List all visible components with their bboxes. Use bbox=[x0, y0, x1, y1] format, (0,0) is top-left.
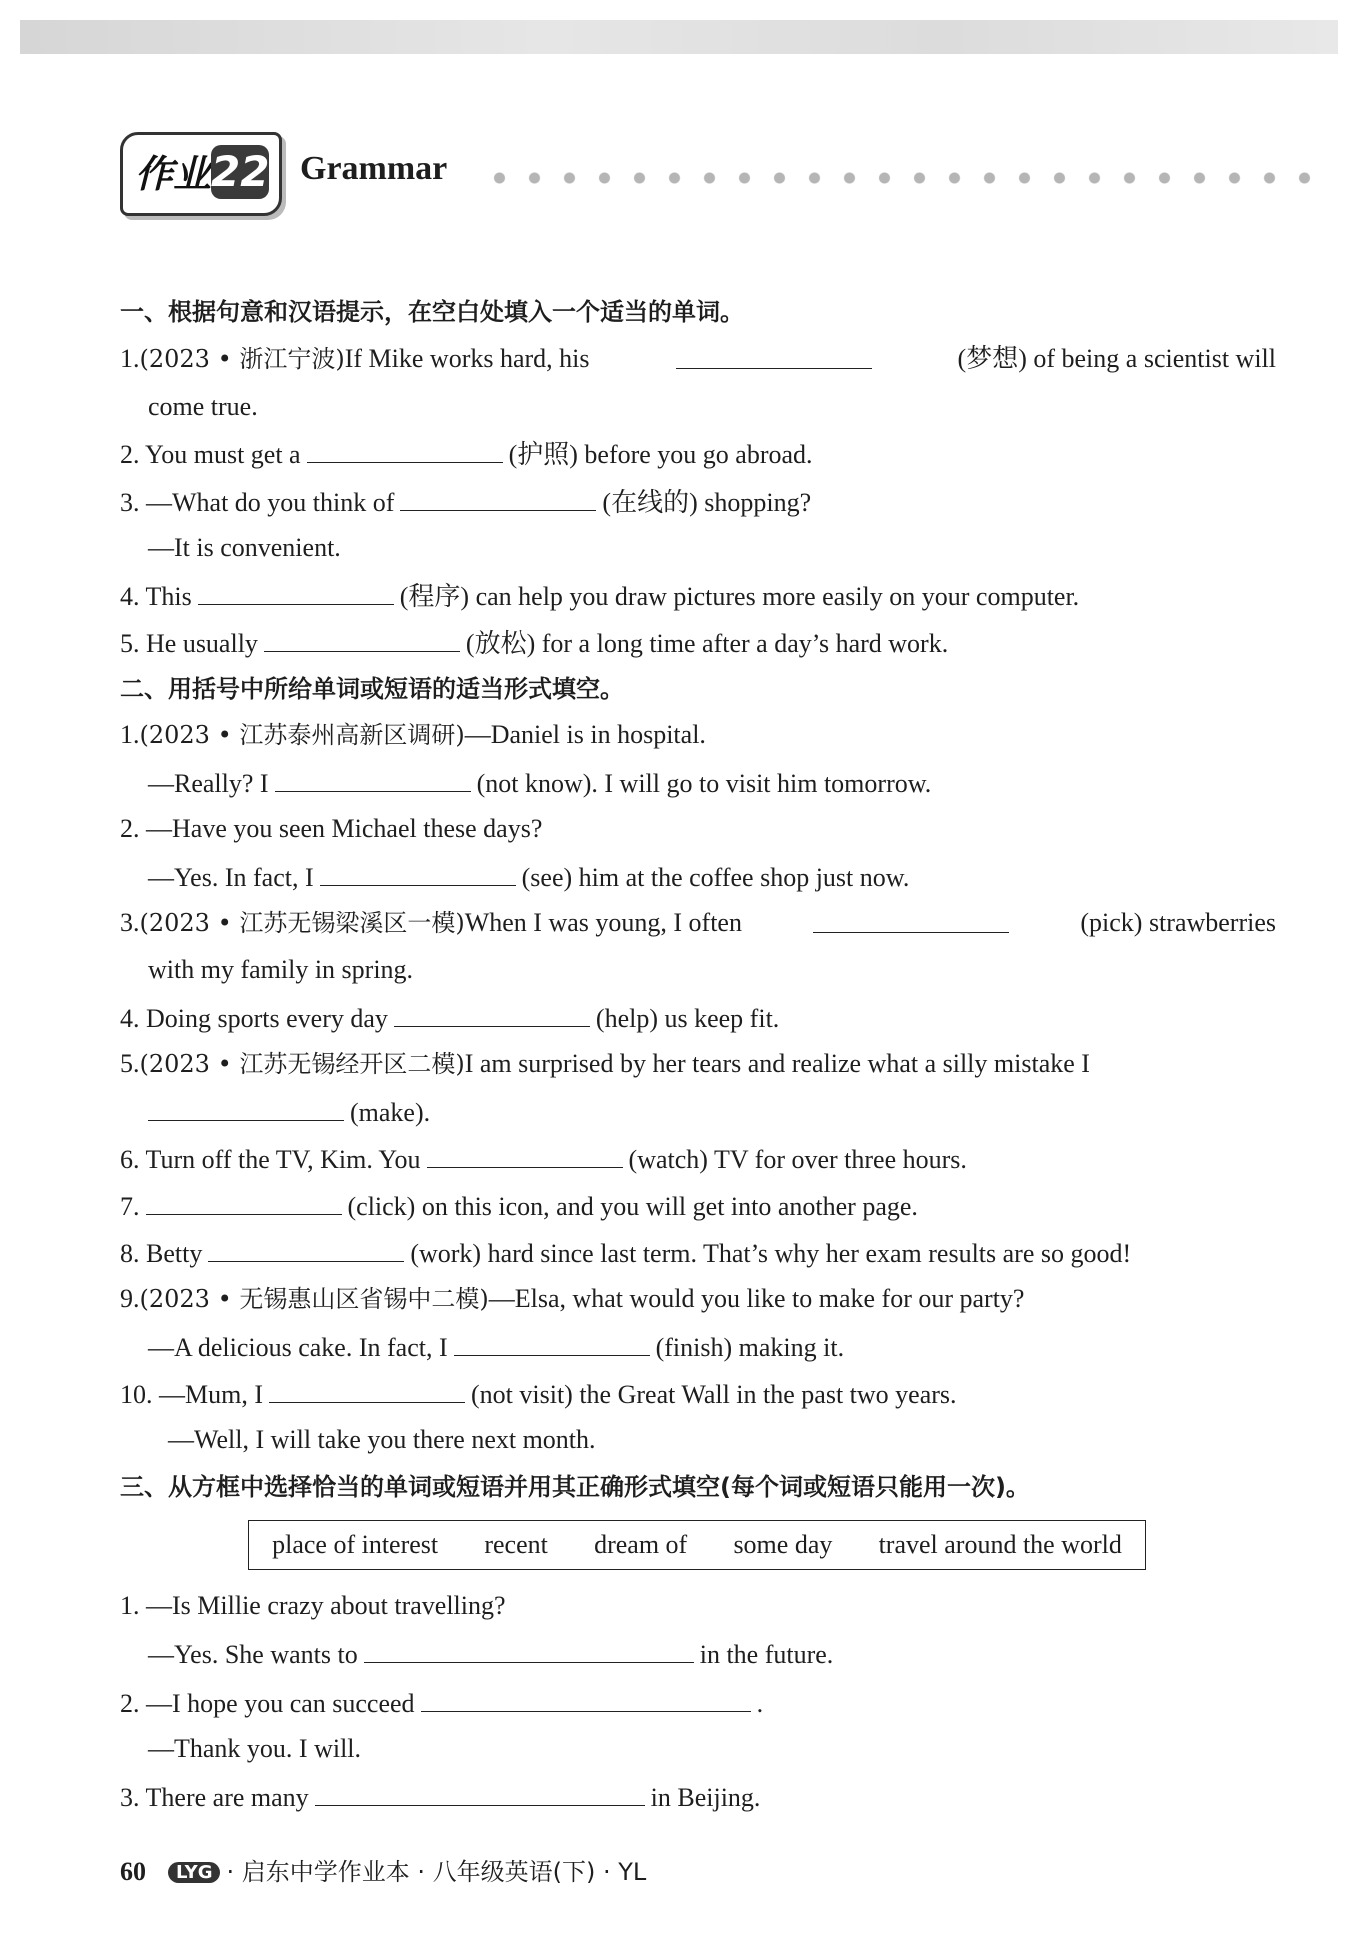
answer-blank[interactable] bbox=[427, 1141, 623, 1168]
word-bank-box bbox=[248, 1520, 1146, 1570]
q-text: (护照) before you go abroad. bbox=[508, 440, 813, 469]
s1-q4 bbox=[120, 578, 1079, 614]
s2-q2 bbox=[120, 812, 542, 846]
q-number: 5. bbox=[120, 1049, 140, 1078]
q-text: He usually bbox=[146, 629, 258, 658]
q-text: —Yes. In fact, I bbox=[148, 863, 314, 892]
q-text: This bbox=[145, 582, 192, 611]
q-text: (click) on this icon, and you will get into another page. bbox=[347, 1192, 918, 1221]
q-text: —Is Millie crazy about travelling? bbox=[146, 1591, 506, 1620]
answer-blank[interactable] bbox=[454, 1329, 650, 1356]
answer-blank[interactable] bbox=[275, 765, 471, 792]
s1-q2 bbox=[120, 436, 813, 472]
answer-blank[interactable] bbox=[364, 1636, 694, 1663]
s2-q7 bbox=[120, 1188, 918, 1224]
q-text: in Beijing. bbox=[650, 1783, 761, 1812]
answer-blank[interactable] bbox=[400, 484, 596, 511]
q-text: —I hope you can succeed bbox=[146, 1689, 415, 1718]
s3-q2-cont: —Thank you. I will. bbox=[148, 1734, 362, 1763]
s2-q1-cont bbox=[148, 765, 931, 801]
q-number: 1. bbox=[120, 344, 140, 373]
q-text: —Mum, I bbox=[159, 1380, 263, 1409]
q-text: (finish) making it. bbox=[655, 1333, 845, 1362]
s2-q10 bbox=[120, 1376, 957, 1412]
q-text: —What do you think of bbox=[146, 488, 395, 517]
dotted-divider bbox=[482, 172, 1332, 184]
answer-blank[interactable] bbox=[320, 859, 516, 886]
q-number: 1. bbox=[120, 720, 140, 749]
s2-q3 bbox=[120, 906, 1276, 940]
q-text: Turn off the TV, Kim. You bbox=[145, 1145, 421, 1174]
q-text: (watch) TV for over three hours. bbox=[628, 1145, 967, 1174]
answer-blank[interactable] bbox=[264, 625, 460, 652]
page-title: Grammar bbox=[300, 150, 448, 187]
s1-q3 bbox=[120, 484, 811, 520]
homework-badge bbox=[120, 132, 282, 216]
s3-q1 bbox=[120, 1589, 506, 1623]
answer-blank[interactable] bbox=[148, 1094, 344, 1121]
q-number: 7. bbox=[120, 1192, 140, 1221]
answer-blank[interactable] bbox=[269, 1376, 465, 1403]
q-number: 4. bbox=[120, 1004, 140, 1033]
q-text: (程序) can help you draw pictures more easily on your computer. bbox=[399, 582, 1080, 611]
q-number: 4. bbox=[120, 582, 140, 611]
s3-q1-cont bbox=[148, 1636, 833, 1672]
page-number: 60 bbox=[120, 1857, 146, 1886]
q-number: 1. bbox=[120, 1591, 140, 1620]
badge-number: 22 bbox=[211, 145, 269, 199]
q-text: —Really? I bbox=[148, 769, 269, 798]
q-text: (pick) strawberries bbox=[1080, 908, 1276, 937]
q-text: (在线的) shopping? bbox=[602, 488, 812, 517]
q-text: —Have you seen Michael these days? bbox=[146, 814, 543, 843]
q-text: (work) hard since last term. That’s why her exam results are so good! bbox=[410, 1239, 1132, 1268]
q-number: 5. bbox=[120, 629, 140, 658]
q-number: 3. bbox=[120, 908, 140, 937]
s2-q9-cont bbox=[148, 1329, 844, 1365]
s1-q1-cont: come true. bbox=[148, 392, 258, 421]
page-footer bbox=[120, 1852, 646, 1887]
answer-blank[interactable] bbox=[421, 1685, 751, 1712]
word-bank-item: place of interest bbox=[272, 1530, 439, 1559]
section1-heading: 一、根据句意和汉语提示，在空白处填入一个适当的单词。 bbox=[120, 298, 744, 326]
word-bank-item: some day bbox=[733, 1530, 833, 1559]
q-number: 2. bbox=[120, 440, 140, 469]
answer-blank[interactable] bbox=[315, 1779, 645, 1806]
book-title: · 启东中学作业本 · 八年级英语(下) · YL bbox=[226, 1858, 647, 1886]
s2-q5-cont bbox=[148, 1094, 430, 1130]
s3-q2 bbox=[120, 1685, 763, 1721]
s2-q6 bbox=[120, 1141, 967, 1177]
q-text: —A delicious cake. In fact, I bbox=[148, 1333, 448, 1362]
q-number: 9. bbox=[120, 1284, 140, 1313]
s3-q3 bbox=[120, 1779, 760, 1815]
answer-blank[interactable] bbox=[307, 436, 503, 463]
q-text: —Daniel is in hospital. bbox=[464, 720, 706, 749]
q-text: (放松) for a long time after a day’s hard work. bbox=[465, 629, 949, 658]
word-bank-item: dream of bbox=[594, 1530, 688, 1559]
q-number: 3. bbox=[120, 488, 140, 517]
answer-blank[interactable] bbox=[208, 1235, 404, 1262]
scan-top-band bbox=[20, 20, 1338, 54]
word-bank-item: travel around the world bbox=[878, 1530, 1122, 1559]
q-text: (help) us keep fit. bbox=[595, 1004, 780, 1033]
s2-q1 bbox=[120, 718, 706, 752]
q-text: (make). bbox=[350, 1098, 431, 1127]
s2-q10-cont: —Well, I will take you there next month. bbox=[168, 1425, 596, 1454]
section3-heading: 三、从方框中选择恰当的单词或短语并用其正确形式填空(每个词或短语只能用一次)。 bbox=[120, 1473, 1030, 1501]
q-number: 2. bbox=[120, 814, 140, 843]
q-text: Betty bbox=[146, 1239, 203, 1268]
q-number: 3. bbox=[120, 1783, 140, 1812]
s1-q5 bbox=[120, 625, 948, 661]
q-text: Doing sports every day bbox=[146, 1004, 388, 1033]
q-text: (not visit) the Great Wall in the past two years. bbox=[471, 1380, 957, 1409]
q-text: (梦想) of being a scientist will bbox=[957, 344, 1276, 373]
answer-blank[interactable] bbox=[198, 578, 394, 605]
q-source: (2023 • 无锡惠山区省锡中二模) bbox=[139, 1285, 489, 1313]
s2-q3-cont: with my family in spring. bbox=[148, 955, 414, 984]
q-source: (2023 • 江苏泰州高新区调研) bbox=[139, 721, 465, 749]
q-number: 2. bbox=[120, 1689, 140, 1718]
page-header bbox=[120, 132, 1340, 214]
q-source: (2023 • 浙江宁波) bbox=[139, 345, 345, 373]
s1-q1 bbox=[120, 342, 1276, 376]
q-text: There are many bbox=[145, 1783, 309, 1812]
s2-q5 bbox=[120, 1047, 1090, 1081]
q-text: I am surprised by her tears and realize what a silly mistake I bbox=[464, 1049, 1090, 1078]
s2-q2-cont bbox=[148, 859, 909, 895]
s2-q4 bbox=[120, 1000, 779, 1036]
q-number: 8. bbox=[120, 1239, 140, 1268]
answer-blank[interactable] bbox=[146, 1188, 342, 1215]
q-text: . bbox=[756, 1689, 764, 1718]
answer-blank[interactable] bbox=[676, 342, 872, 369]
q-text: (see) him at the coffee shop just now. bbox=[521, 863, 910, 892]
q-source: (2023 • 江苏无锡梁溪区一模) bbox=[139, 909, 465, 937]
word-bank-item: recent bbox=[484, 1530, 548, 1559]
q-text: in the future. bbox=[699, 1640, 834, 1669]
q-text: When I was young, I often bbox=[464, 908, 742, 937]
q-number: 6. bbox=[120, 1145, 140, 1174]
q-text: —Elsa, what would you like to make for our party? bbox=[488, 1284, 1025, 1313]
s1-q3-cont: —It is convenient. bbox=[148, 533, 341, 562]
s2-q9 bbox=[120, 1282, 1024, 1316]
answer-blank[interactable] bbox=[394, 1000, 590, 1027]
q-text: You must get a bbox=[145, 440, 301, 469]
s2-q8 bbox=[120, 1235, 1131, 1271]
badge-label: 作业 bbox=[135, 152, 212, 196]
answer-blank[interactable] bbox=[813, 906, 1009, 933]
section2-heading: 二、用括号中所给单词或短语的适当形式填空。 bbox=[120, 675, 624, 703]
q-text: If Mike works hard, his bbox=[344, 344, 590, 373]
q-number: 10. bbox=[120, 1380, 153, 1409]
q-text: (not know). I will go to visit him tomorrow. bbox=[476, 769, 932, 798]
q-text: —Yes. She wants to bbox=[148, 1640, 358, 1669]
q-source: (2023 • 江苏无锡经开区二模) bbox=[139, 1050, 465, 1078]
lyg-logo: LYG bbox=[168, 1862, 220, 1883]
